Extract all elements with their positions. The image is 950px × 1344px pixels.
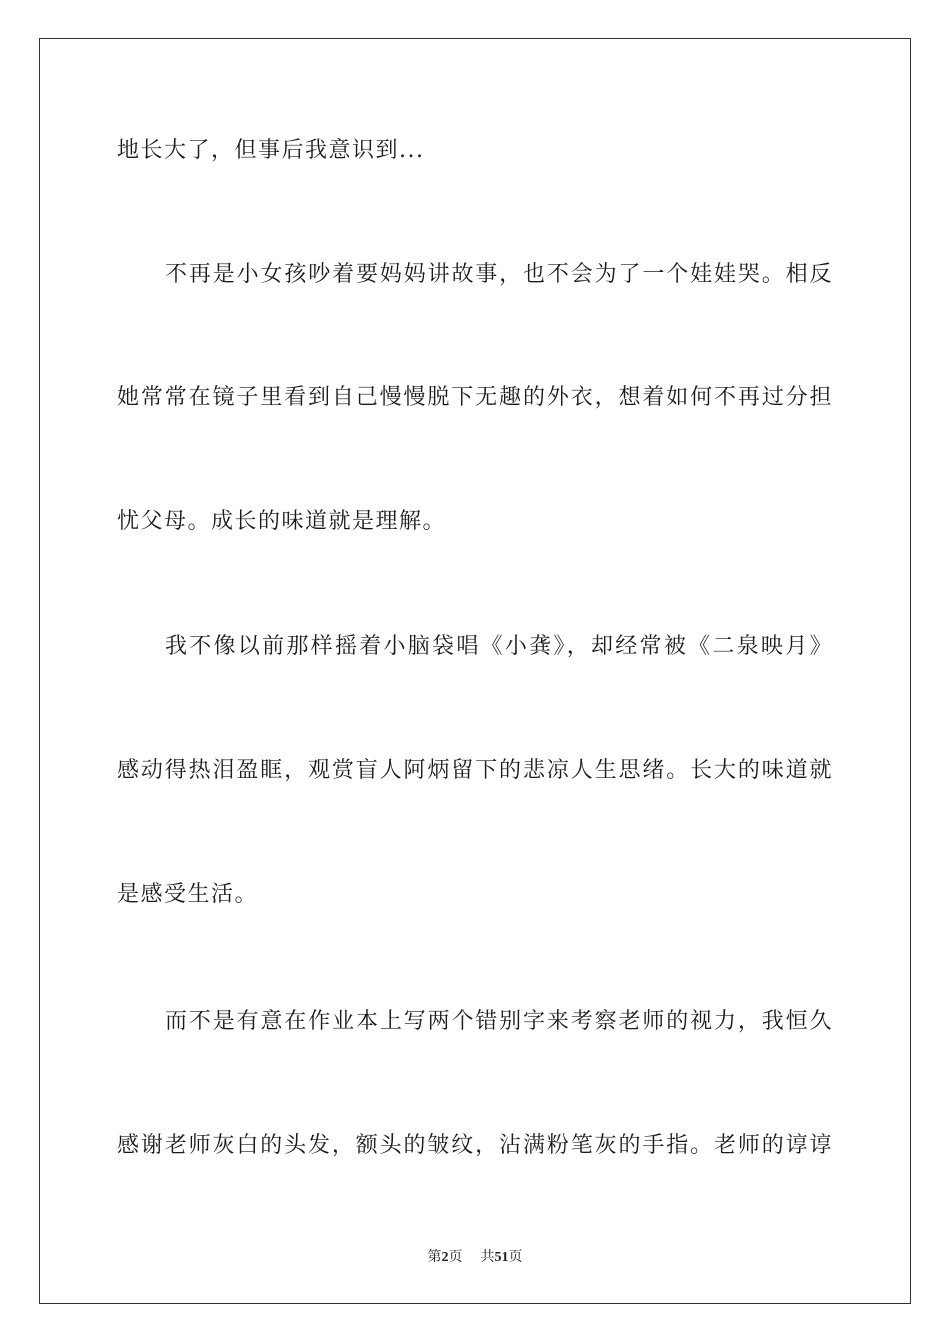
total-pages: 51: [494, 1250, 509, 1265]
text-line-7: 是感受生活。: [117, 882, 259, 907]
text-line-3: 她常常在镜子里看到自己慢慢脱下无趣的外衣，想着如何不再过分担: [117, 385, 833, 410]
total-suffix: 页: [508, 1249, 523, 1265]
page-footer: [0, 1248, 950, 1267]
text-line-8: 而不是有意在作业本上写两个错别字来考察老师的视力，我恒久: [165, 1009, 833, 1034]
page-prefix: 第: [427, 1249, 442, 1265]
text-line-5: 我不像以前那样摇着小脑袋唱《小龚》，却经常被《二泉映月》: [165, 634, 833, 659]
page-border: [39, 38, 911, 1304]
text-line-9: 感谢老师灰白的头发，额头的皱纹，沾满粉笔灰的手指。老师的谆谆: [117, 1133, 833, 1158]
text-line-6: 感动得热泪盈眶，观赏盲人阿炳留下的悲凉人生思绪。长大的味道就: [117, 758, 833, 783]
text-line-4: 忧父母。成长的味道就是理解。: [117, 509, 447, 534]
text-line-1: 地长大了，但事后我意识到...: [117, 138, 425, 163]
text-line-2: 不再是小女孩吵着要妈妈讲故事，也不会为了一个娃娃哭。相反: [165, 262, 833, 287]
total-prefix: 共: [480, 1249, 495, 1265]
page-number: 2: [441, 1250, 449, 1265]
page-suffix: 页: [448, 1249, 463, 1265]
